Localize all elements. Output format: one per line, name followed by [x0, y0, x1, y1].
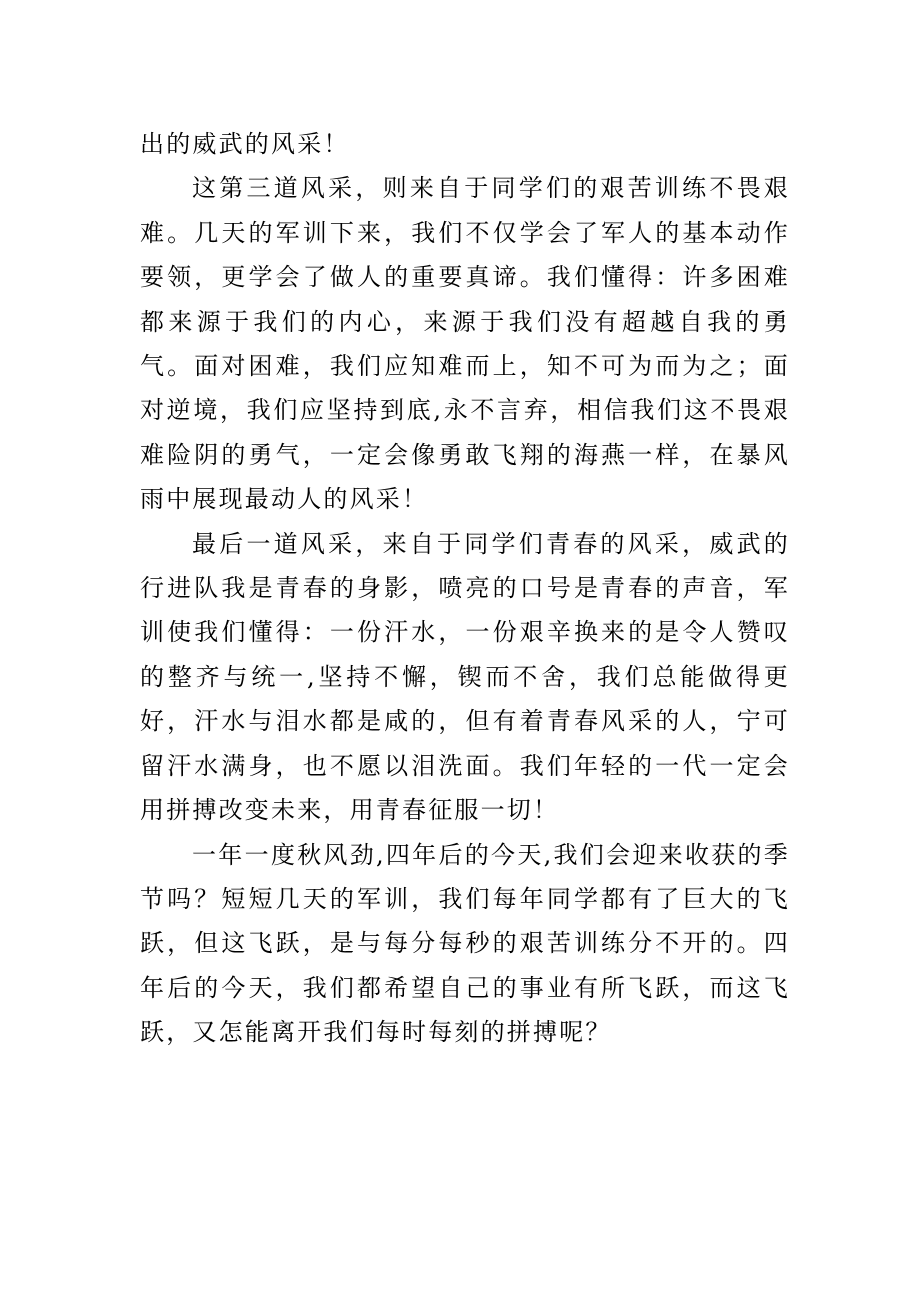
paragraph-conclusion: 一年一度秋风劲,四年后的今天,我们会迎来收获的季节吗？短短几天的军训，我们每年同学都有了巨大的飞跃，但这飞跃，是与每分每秒的艰苦训练分不开的。四年后的今天，我们都希望自己的事业有所飞跃，而这飞跃，又怎能离开我们每时每刻的拼搏呢？ — [140, 840, 790, 1047]
document-body — [140, 122, 790, 1055]
paragraph-continuation: 出的威武的风采！ — [140, 130, 350, 158]
paragraph-third-style: 这第三道风采，则来自于同学们的艰苦训练不畏艰难。几天的军训下来，我们不仅学会了军人的基本动作要领，更学会了做人的重要真谛。我们懂得：许多困难都来源于我们的内心，来源于我们没有超越自我的勇气。面对困难，我们应知难而上，知不可为而为之；面对逆境，我们应坚持到底,永不言弃，相信我们这不畏艰难险阴的勇气，一定会像勇敢飞翔的海燕一样，在暴风雨中展现最动人的风采！ — [140, 174, 790, 514]
paragraph-last-style: 最后一道风采，来自于同学们青春的风采，威武的行进队我是青春的身影，喷亮的口号是青春的声音，军训使我们懂得：一份汗水，一份艰辛换来的是令人赞叹的整齐与统一,坚持不懈，锲而不舍，我们总能做得更好，汗水与泪水都是咸的，但有着青春风采的人，宁可留汗水满身，也不愿以泪洗面。我们年轻的一代一定会用拼搏改变未来，用青春征服一切！ — [140, 529, 790, 825]
